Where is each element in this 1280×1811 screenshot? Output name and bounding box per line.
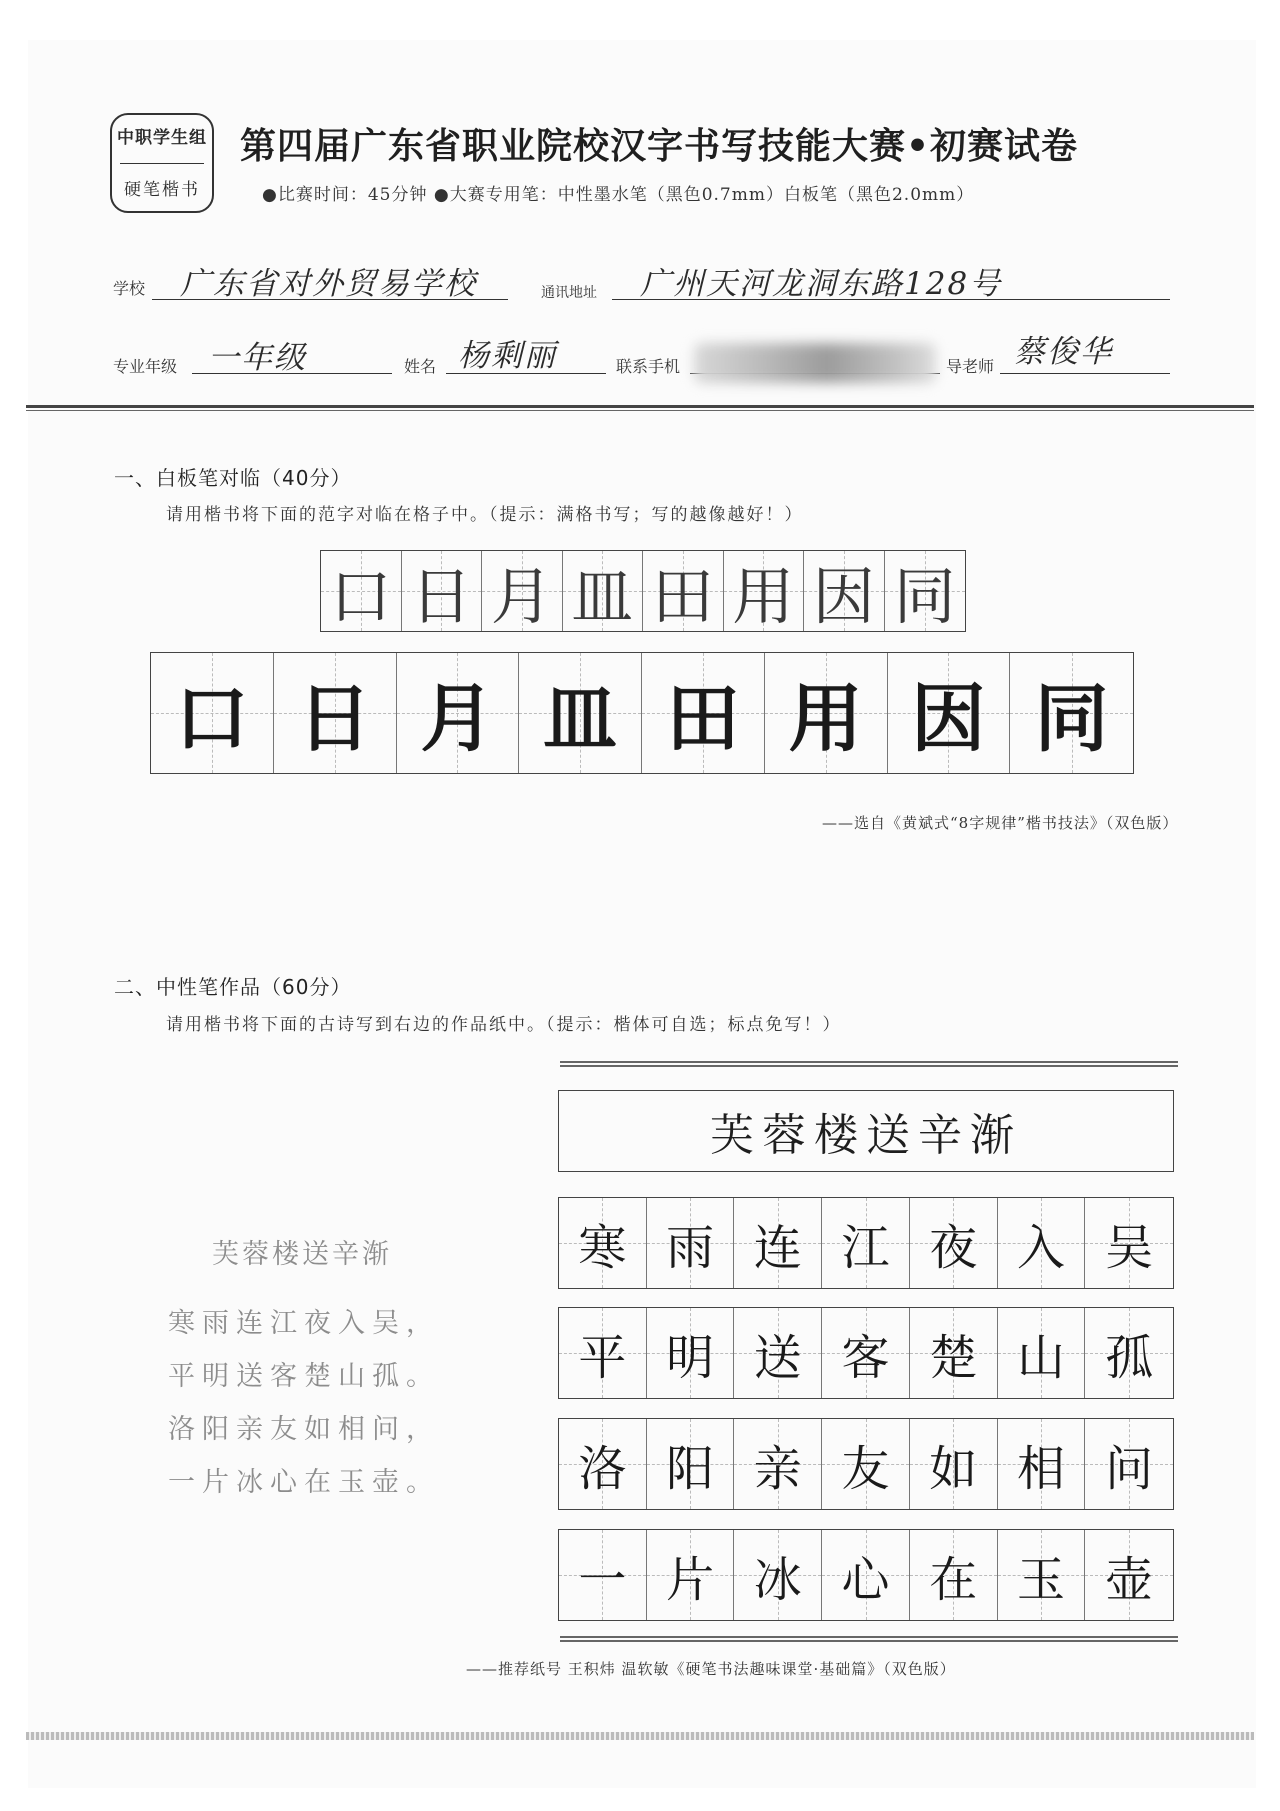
model-cell [1010, 653, 1133, 773]
practice-cell[interactable] [402, 551, 483, 631]
name-label: 姓名 [404, 357, 437, 376]
reference-poem-line: 平明送客楚山孤。 [168, 1361, 440, 1392]
section1-credit: ——选自《黄斌式“8字规律”楷书技法》（双色版） [822, 814, 1179, 832]
work-cell[interactable] [998, 1530, 1086, 1620]
work-char: 夜 [929, 1219, 978, 1276]
section2-instruction: 请用楷书将下面的古诗写到右边的作品纸中。（提示：楷体可自选；标点免写！） [166, 1015, 842, 1035]
work-cell[interactable] [998, 1198, 1086, 1288]
badge-divider [120, 163, 204, 164]
work-char: 客 [841, 1329, 890, 1386]
work-char: 亲 [753, 1440, 802, 1497]
work-char: 冰 [753, 1551, 802, 1608]
handwritten-char: 月 [490, 559, 553, 633]
model-char: 口 [174, 676, 249, 762]
work-char: 寒 [578, 1219, 627, 1276]
reference-poem-line: 寒雨连江夜入吴， [168, 1308, 440, 1339]
work-cell[interactable] [647, 1308, 735, 1398]
teacher-line [1000, 373, 1170, 374]
work-char: 吴 [1105, 1219, 1154, 1276]
work-char: 心 [841, 1551, 890, 1608]
handwritten-char: 同 [893, 559, 956, 633]
reference-poem-title: 芙蓉楼送辛渐 [212, 1239, 392, 1270]
practice-cell[interactable] [563, 551, 644, 631]
work-char: 友 [841, 1440, 890, 1497]
exam-title: 第四届广东省职业院校汉字书写技能大赛•初赛试卷 [240, 126, 1079, 167]
work-cell[interactable] [734, 1308, 822, 1398]
work-row [558, 1418, 1174, 1510]
work-char: 明 [666, 1329, 715, 1386]
model-char: 同 [1034, 676, 1109, 762]
work-char: 问 [1105, 1440, 1154, 1497]
section2-title: 二、中性笔作品（60分） [114, 975, 352, 999]
work-cell[interactable] [559, 1419, 647, 1509]
practice-grid [320, 550, 966, 632]
work-char: 玉 [1016, 1551, 1065, 1608]
reference-poem-line: 洛阳亲友如相问， [168, 1414, 440, 1445]
major-value[interactable]: 一年级 [208, 340, 307, 376]
work-char: 平 [578, 1329, 627, 1386]
handwritten-char: 口 [329, 559, 392, 633]
header-divider [26, 405, 1254, 411]
badge-group: 中职学生组 [117, 128, 207, 148]
model-char: 用 [788, 676, 863, 762]
exam-subtitle: ●比赛时间：45分钟 ●大赛专用笔：中性墨水笔（黑色0.7mm）白板笔（黑色2.0mm） [262, 185, 975, 205]
work-cell[interactable] [998, 1308, 1086, 1398]
work-char: 楚 [929, 1329, 978, 1386]
work-cell[interactable] [734, 1419, 822, 1509]
work-cell[interactable] [647, 1530, 735, 1620]
section1-title: 一、白板笔对临（40分） [114, 466, 352, 490]
redacted-phone [694, 343, 936, 383]
model-char: 月 [420, 676, 495, 762]
work-cell[interactable] [559, 1198, 647, 1288]
model-cell [765, 653, 888, 773]
work-cell[interactable] [1085, 1530, 1173, 1620]
work-cell[interactable] [1085, 1308, 1173, 1398]
model-cell [274, 653, 397, 773]
group-badge [110, 113, 214, 213]
work-row [558, 1197, 1174, 1289]
handwritten-char: 日 [410, 559, 473, 633]
practice-cell[interactable] [482, 551, 563, 631]
work-cell[interactable] [1085, 1198, 1173, 1288]
work-char: 孤 [1105, 1329, 1154, 1386]
work-char: 雨 [666, 1219, 715, 1276]
model-cell [397, 653, 520, 773]
work-cell[interactable] [647, 1198, 735, 1288]
reference-poem-line: 一片冰心在玉壶。 [168, 1467, 440, 1498]
practice-cell[interactable] [885, 551, 966, 631]
work-cell[interactable] [559, 1308, 647, 1398]
work-char: 山 [1016, 1329, 1065, 1386]
work-cell[interactable] [910, 1198, 998, 1288]
work-cell[interactable] [559, 1530, 647, 1620]
work-cell[interactable] [910, 1419, 998, 1509]
model-cell [888, 653, 1011, 773]
work-title: 芙蓉楼送辛渐 [710, 1110, 1022, 1161]
phone-label: 联系手机 [616, 357, 681, 376]
model-char: 日 [297, 676, 372, 762]
work-cell[interactable] [998, 1419, 1086, 1509]
name-value[interactable]: 杨剩丽 [458, 338, 557, 374]
practice-cell[interactable] [724, 551, 805, 631]
school-label: 学校 [113, 279, 146, 298]
work-char: 送 [753, 1329, 802, 1386]
model-cell [519, 653, 642, 773]
work-char: 相 [1016, 1440, 1065, 1497]
work-char: 阳 [666, 1440, 715, 1497]
work-cell[interactable] [822, 1308, 910, 1398]
practice-cell[interactable] [804, 551, 885, 631]
work-char: 在 [929, 1551, 978, 1608]
work-char: 江 [841, 1219, 890, 1276]
badge-category: 硬笔楷书 [124, 180, 200, 200]
work-char: 入 [1016, 1219, 1065, 1276]
work-char: 壶 [1105, 1551, 1154, 1608]
section2-credit: ——推荐纸号 王积炜 温软敏《硬笔书法趣味课堂·基础篇》（双色版） [466, 1660, 956, 1678]
address-label: 通讯地址 [541, 285, 597, 301]
work-cell[interactable] [734, 1198, 822, 1288]
footer-rule [26, 1732, 1254, 1740]
work-cell[interactable] [647, 1419, 735, 1509]
model-char: 田 [665, 676, 740, 762]
work-char: 连 [753, 1219, 802, 1276]
reference-poem [168, 1232, 440, 1513]
work-row [558, 1529, 1174, 1621]
work-cell[interactable] [822, 1419, 910, 1509]
work-cell[interactable] [910, 1308, 998, 1398]
model-char: 皿 [543, 676, 618, 762]
major-label: 专业年级 [113, 357, 178, 376]
work-cell[interactable] [734, 1530, 822, 1620]
practice-cell[interactable] [321, 551, 402, 631]
address-value[interactable]: 广州天河龙洞东路128号 [640, 266, 1003, 302]
work-char: 一 [578, 1551, 627, 1608]
teacher-label: 导老师 [946, 357, 995, 376]
work-cell[interactable] [910, 1530, 998, 1620]
handwritten-char: 用 [732, 559, 795, 633]
work-char: 片 [666, 1551, 715, 1608]
model-cell [642, 653, 765, 773]
work-cell[interactable] [822, 1198, 910, 1288]
work-char: 如 [929, 1440, 978, 1497]
work-row [558, 1307, 1174, 1399]
work-title-box[interactable] [558, 1090, 1174, 1172]
work-char: 洛 [578, 1440, 627, 1497]
section1-instruction: 请用楷书将下面的范字对临在格子中。（提示：满格书写；写的越像越好！） [166, 505, 804, 525]
model-grid [150, 652, 1134, 774]
practice-cell[interactable] [643, 551, 724, 631]
work-cell[interactable] [822, 1530, 910, 1620]
work-cell[interactable] [1085, 1419, 1173, 1509]
model-cell [151, 653, 274, 773]
teacher-value[interactable]: 蔡俊华 [1014, 334, 1113, 370]
handwritten-char: 皿 [571, 559, 634, 633]
handwritten-char: 因 [812, 559, 875, 633]
handwritten-char: 田 [651, 559, 714, 633]
model-char: 因 [911, 676, 986, 762]
school-value[interactable]: 广东省对外贸易学校 [180, 266, 477, 302]
